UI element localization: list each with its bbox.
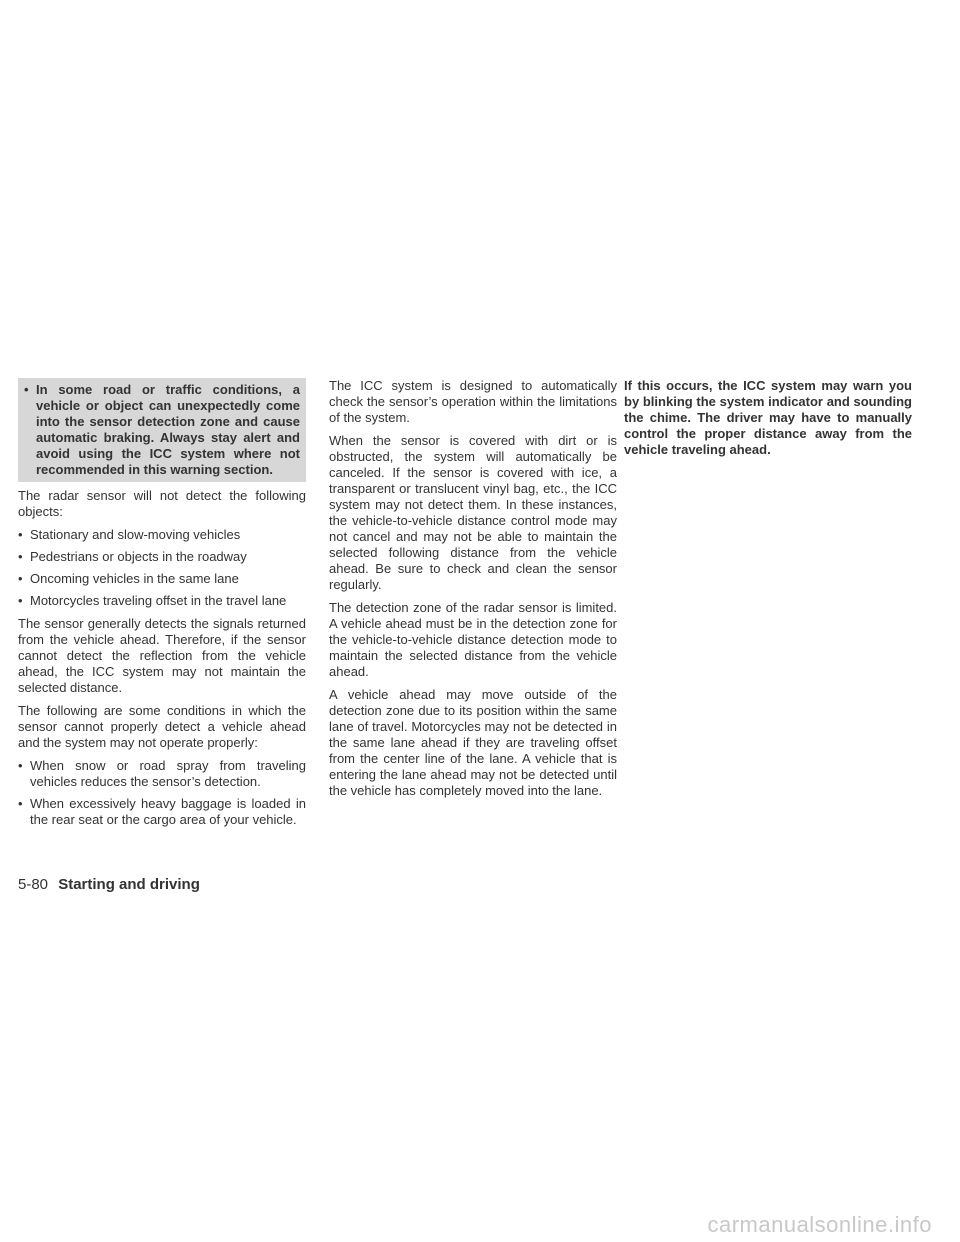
- paragraph: The ICC system is designed to automatically check the sensor’s operation within the limitations of the system.: [329, 378, 617, 425]
- warning-box: [18, 378, 306, 482]
- paragraph-bold: If this occurs, the ICC system may warn you by blinking the system indicator and sounding the chime. The driver may have to manually control the proper distance away from the vehicle traveling ahead.: [624, 378, 912, 457]
- list-item: • When excessively heavy baggage is loaded in the rear seat or the cargo area of your vehicle.: [18, 796, 306, 827]
- undetected-objects-list: [18, 527, 306, 609]
- page-number: 5-80: [18, 876, 49, 893]
- list-item: • Pedestrians or objects in the roadway: [18, 549, 247, 564]
- watermark: carmanualsonline.info: [707, 1212, 932, 1237]
- paragraph: The detection zone of the radar sensor is limited. A vehicle ahead must be in the detection zone for the vehicle-to-vehicle distance detection mode to maintain the selected distance from the vehicle ahead.: [329, 600, 617, 679]
- list-item: • Oncoming vehicles in the same lane: [18, 571, 239, 586]
- warning-bullet: •: [24, 382, 29, 397]
- section-title: Starting and driving: [58, 876, 200, 893]
- paragraph: The following are some conditions in which the sensor cannot properly detect a vehicle ahead and the system may not operate properly:: [18, 703, 306, 750]
- paragraph: When the sensor is covered with dirt or is obstructed, the system will automatically be canceled. If the sensor is covered with ice, a transparent or translucent vinyl bag, etc., the ICC system may not detect them. In these instances, the vehicle-to-vehicle distance control mode may not cancel and may not be able to maintain the selected following distance from the vehicle ahead. Be sure to check and clean the sensor regularly.: [329, 433, 617, 592]
- list-item: • Motorcycles traveling offset in the travel lane: [18, 593, 287, 608]
- paragraph: A vehicle ahead may move outside of the detection zone due to its position within the same lane of travel. Motorcycles may not be detected in the same lane ahead if they are traveling offset from the center line of the lane. A vehicle that is entering the lane ahead may not be detected until the vehicle has completely moved into the lane.: [329, 687, 617, 798]
- conditions-list: [18, 758, 306, 828]
- warning-text: In some road or traffic conditions, a vehicle or object can unexpectedly come into the sensor detection zone and cause automatic braking. Always stay alert and avoid using the ICC system where not recommended in this warning section.: [36, 382, 300, 477]
- column-right: [624, 378, 912, 465]
- column-left: [18, 378, 306, 835]
- list-item: • When snow or road spray from traveling vehicles reduces the sensor’s detection.: [18, 758, 306, 789]
- radar-intro: The radar sensor will not detect the following objects:: [18, 488, 306, 519]
- column-middle: [329, 378, 617, 806]
- list-item: • Stationary and slow-moving vehicles: [18, 527, 241, 542]
- paragraph: The sensor generally detects the signals returned from the vehicle ahead. Therefore, if the sensor cannot detect the reflection from the vehicle ahead, the ICC system may not maintain the selected distance.: [18, 616, 306, 695]
- page-footer: [18, 876, 200, 893]
